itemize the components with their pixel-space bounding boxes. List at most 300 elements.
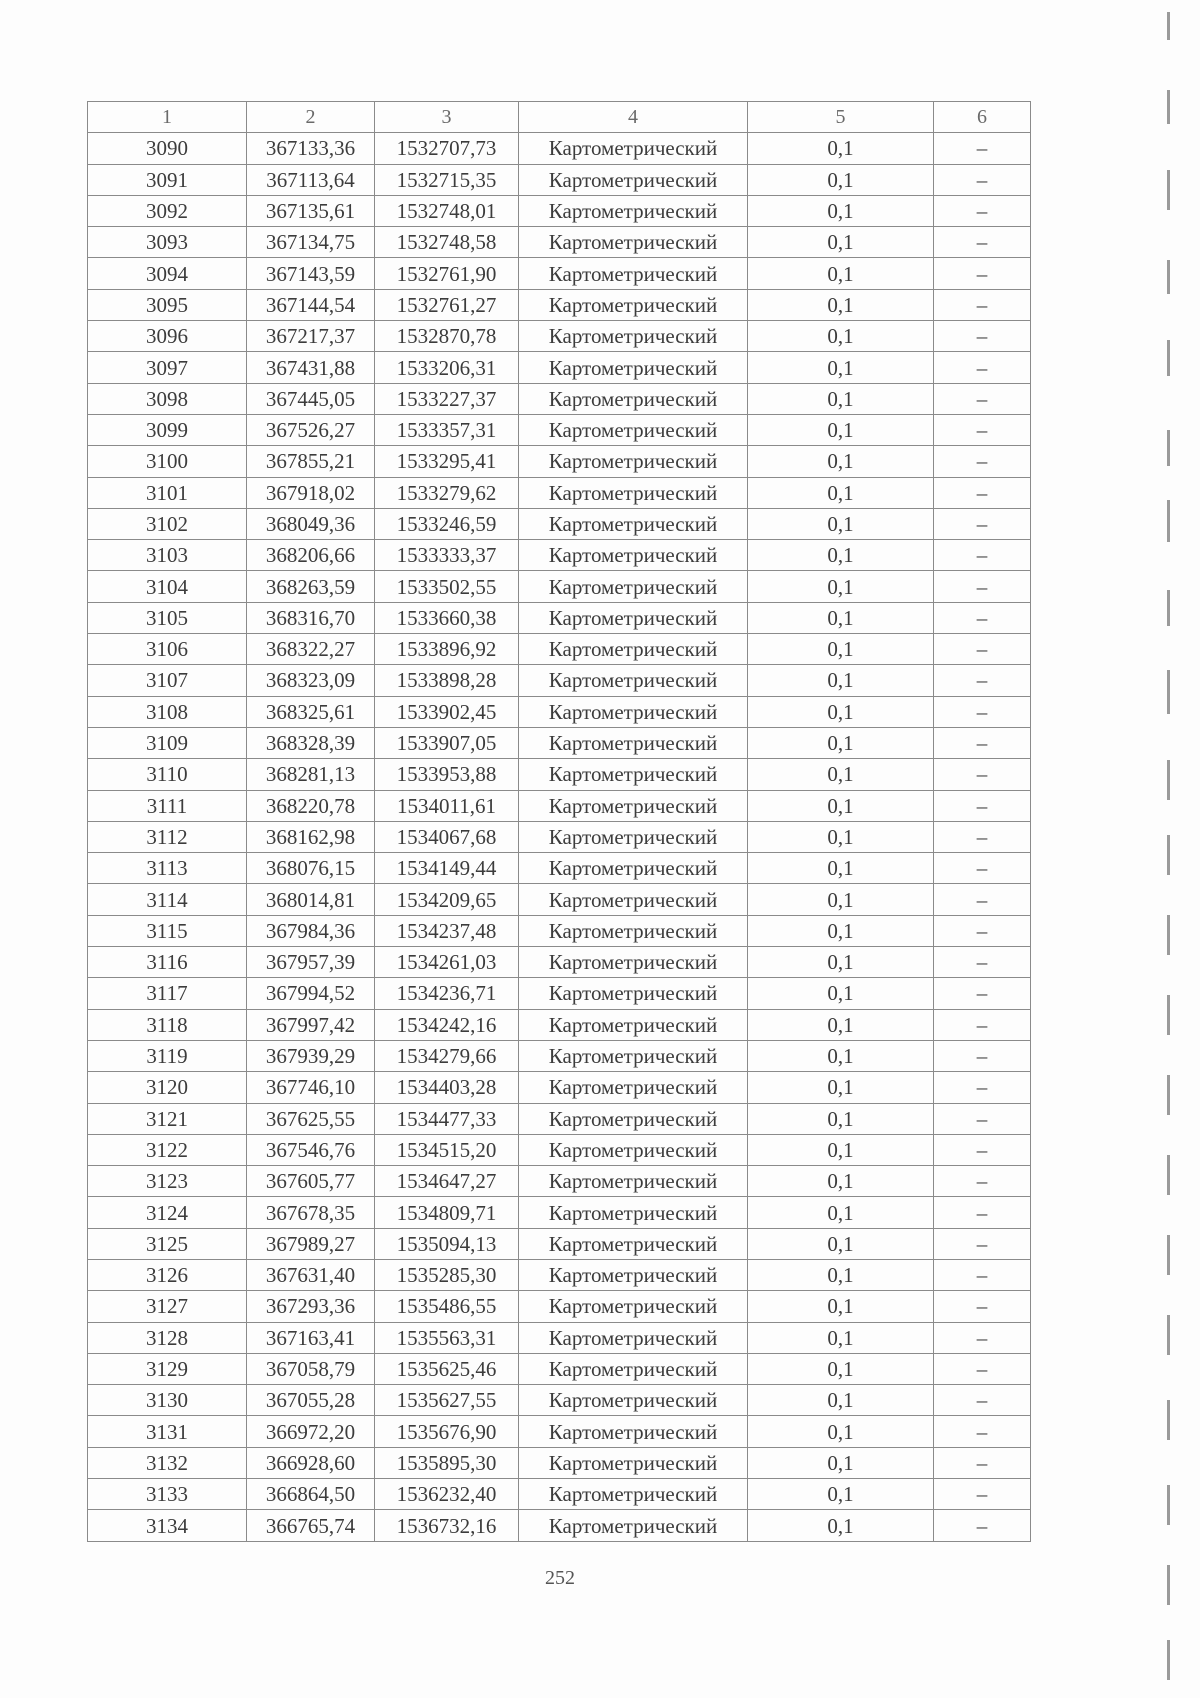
table-cell: 1533246,59 — [375, 508, 519, 539]
table-cell: 368162,98 — [247, 821, 375, 852]
table-cell: 0,1 — [748, 383, 934, 414]
table-cell: – — [934, 1447, 1031, 1478]
table-cell: Картометрический — [519, 1291, 748, 1322]
table-cell: 367293,36 — [247, 1291, 375, 1322]
table-row — [88, 759, 1031, 790]
table-cell: 1533333,37 — [375, 540, 519, 571]
table-cell: 1532870,78 — [375, 321, 519, 352]
table-cell: – — [934, 915, 1031, 946]
table-cell: 3101 — [88, 477, 247, 508]
table-cell: Картометрический — [519, 1134, 748, 1165]
table-cell: – — [934, 383, 1031, 414]
table-row — [88, 1385, 1031, 1416]
table-row — [88, 1510, 1031, 1541]
table-cell: 3119 — [88, 1040, 247, 1071]
table-row — [88, 1447, 1031, 1478]
table-row — [88, 1291, 1031, 1322]
table-cell: Картометрический — [519, 1166, 748, 1197]
table-row — [88, 1103, 1031, 1134]
table-cell: 3126 — [88, 1259, 247, 1290]
table-cell: 1536732,16 — [375, 1510, 519, 1541]
table-cell: Картометрический — [519, 540, 748, 571]
scan-edge-mark — [1167, 260, 1170, 294]
table-cell: 0,1 — [748, 1385, 934, 1416]
table-cell: – — [934, 1291, 1031, 1322]
table-cell: 367994,52 — [247, 978, 375, 1009]
table-cell: 368049,36 — [247, 508, 375, 539]
table-cell: 367984,36 — [247, 915, 375, 946]
table-cell: 0,1 — [748, 1040, 934, 1071]
table-cell: 1535676,90 — [375, 1416, 519, 1447]
table-cell: – — [934, 1353, 1031, 1384]
table-cell: 368325,61 — [247, 696, 375, 727]
table-cell: 368220,78 — [247, 790, 375, 821]
table-cell: 0,1 — [748, 352, 934, 383]
table-cell: Картометрический — [519, 195, 748, 226]
table-cell: 367058,79 — [247, 1353, 375, 1384]
scan-edge-mark — [1167, 760, 1170, 800]
table-row — [88, 665, 1031, 696]
coordinates-table — [87, 101, 1031, 1542]
table-cell: 3091 — [88, 164, 247, 195]
table-cell: 3100 — [88, 446, 247, 477]
table-cell: 0,1 — [748, 1134, 934, 1165]
table-cell: 1533357,31 — [375, 414, 519, 445]
table-cell: 1533660,38 — [375, 602, 519, 633]
table-cell: 3128 — [88, 1322, 247, 1353]
table-cell: 0,1 — [748, 446, 934, 477]
table-cell: 367143,59 — [247, 258, 375, 289]
table-row — [88, 383, 1031, 414]
table-cell: 1535094,13 — [375, 1228, 519, 1259]
table-cell: Картометрический — [519, 1510, 748, 1541]
table-cell: – — [934, 1103, 1031, 1134]
table-cell: 3125 — [88, 1228, 247, 1259]
table-cell: – — [934, 1322, 1031, 1353]
table-cell: 1535895,30 — [375, 1447, 519, 1478]
table-cell: – — [934, 1166, 1031, 1197]
table-cell: 367957,39 — [247, 947, 375, 978]
table-cell: 1533279,62 — [375, 477, 519, 508]
table-cell: – — [934, 821, 1031, 852]
table-cell: 0,1 — [748, 634, 934, 665]
table-cell: 0,1 — [748, 227, 934, 258]
table-cell: 3094 — [88, 258, 247, 289]
table-cell: – — [934, 1134, 1031, 1165]
table-cell: 367918,02 — [247, 477, 375, 508]
table-cell: 0,1 — [748, 1510, 934, 1541]
table-cell: – — [934, 1197, 1031, 1228]
table-cell: – — [934, 759, 1031, 790]
table-cell: 367134,75 — [247, 227, 375, 258]
table-cell: – — [934, 1040, 1031, 1071]
scan-edge-mark — [1167, 590, 1170, 626]
table-row — [88, 1353, 1031, 1384]
table-cell: 3121 — [88, 1103, 247, 1134]
table-cell: 367113,64 — [247, 164, 375, 195]
table-cell: 367135,61 — [247, 195, 375, 226]
table-cell: 1532715,35 — [375, 164, 519, 195]
table-cell: – — [934, 1510, 1031, 1541]
table-cell: 1533502,55 — [375, 571, 519, 602]
table-cell: – — [934, 227, 1031, 258]
table-cell: 0,1 — [748, 1353, 934, 1384]
table-cell: 368323,09 — [247, 665, 375, 696]
table-cell: 367526,27 — [247, 414, 375, 445]
table-cell: Картометрический — [519, 1479, 748, 1510]
table-cell: 3131 — [88, 1416, 247, 1447]
table-cell: 1535486,55 — [375, 1291, 519, 1322]
table-cell: 0,1 — [748, 1072, 934, 1103]
table-cell: Картометрический — [519, 227, 748, 258]
table-cell: 1533898,28 — [375, 665, 519, 696]
table-row — [88, 571, 1031, 602]
table-cell: Картометрический — [519, 1228, 748, 1259]
table-cell: 1534403,28 — [375, 1072, 519, 1103]
table-cell: 0,1 — [748, 1416, 934, 1447]
table-cell: – — [934, 477, 1031, 508]
table-header-row — [88, 102, 1031, 133]
table-cell: Картометрический — [519, 884, 748, 915]
table-row — [88, 1009, 1031, 1040]
table-cell: 367997,42 — [247, 1009, 375, 1040]
table-cell: Картометрический — [519, 1103, 748, 1134]
table-cell: 3105 — [88, 602, 247, 633]
table-cell: Картометрический — [519, 258, 748, 289]
table-row — [88, 1322, 1031, 1353]
table-cell: – — [934, 947, 1031, 978]
table-cell: – — [934, 1009, 1031, 1040]
table-cell: – — [934, 696, 1031, 727]
table-cell: 3104 — [88, 571, 247, 602]
table-cell: 0,1 — [748, 1197, 934, 1228]
table-cell: 3129 — [88, 1353, 247, 1384]
table-cell: 1534261,03 — [375, 947, 519, 978]
scan-edge-mark — [1167, 500, 1170, 542]
table-cell: – — [934, 508, 1031, 539]
table-cell: 1534242,16 — [375, 1009, 519, 1040]
table-cell: 0,1 — [748, 727, 934, 758]
table-row — [88, 634, 1031, 665]
table-cell: 3118 — [88, 1009, 247, 1040]
table-cell: Картометрический — [519, 571, 748, 602]
table-row — [88, 602, 1031, 633]
table-cell: – — [934, 1479, 1031, 1510]
table-cell: – — [934, 133, 1031, 164]
table-row — [88, 1416, 1031, 1447]
table-cell: 0,1 — [748, 665, 934, 696]
table-cell: 0,1 — [748, 602, 934, 633]
table-cell: – — [934, 1228, 1031, 1259]
table-cell: 0,1 — [748, 1228, 934, 1259]
table-cell: 3110 — [88, 759, 247, 790]
table-cell: Картометрический — [519, 289, 748, 320]
table-row — [88, 321, 1031, 352]
table-cell: 1534067,68 — [375, 821, 519, 852]
table-cell: 3112 — [88, 821, 247, 852]
table-cell: 3120 — [88, 1072, 247, 1103]
table-cell: – — [934, 790, 1031, 821]
table-cell: 3098 — [88, 383, 247, 414]
table-cell: 3123 — [88, 1166, 247, 1197]
table-cell: 367989,27 — [247, 1228, 375, 1259]
table-body — [88, 133, 1031, 1541]
table-cell: 367133,36 — [247, 133, 375, 164]
table-cell: Картометрический — [519, 1416, 748, 1447]
table-row — [88, 1072, 1031, 1103]
table-row — [88, 258, 1031, 289]
table-cell: 367055,28 — [247, 1385, 375, 1416]
table-cell: 367217,37 — [247, 321, 375, 352]
table-cell: Картометрический — [519, 665, 748, 696]
table-cell: 0,1 — [748, 696, 934, 727]
table-cell: Картометрический — [519, 727, 748, 758]
table-cell: 1534236,71 — [375, 978, 519, 1009]
table-cell: 1533896,92 — [375, 634, 519, 665]
table-cell: – — [934, 1416, 1031, 1447]
table-cell: 3132 — [88, 1447, 247, 1478]
table-cell: Картометрический — [519, 1040, 748, 1071]
table-cell: 0,1 — [748, 1322, 934, 1353]
table-cell: 0,1 — [748, 884, 934, 915]
table-cell: 367605,77 — [247, 1166, 375, 1197]
table-cell: 3117 — [88, 978, 247, 1009]
scan-edge-mark — [1167, 12, 1170, 40]
table-cell: 1532748,58 — [375, 227, 519, 258]
table-cell: Картометрический — [519, 790, 748, 821]
table-cell: 0,1 — [748, 790, 934, 821]
scan-edge-mark — [1167, 915, 1170, 955]
table-cell: – — [934, 414, 1031, 445]
table-cell: 0,1 — [748, 258, 934, 289]
table-row — [88, 477, 1031, 508]
table-cell: 3103 — [88, 540, 247, 571]
table-cell: Картометрический — [519, 133, 748, 164]
table-cell: 367163,41 — [247, 1322, 375, 1353]
table-cell: – — [934, 665, 1031, 696]
table-cell: Картометрический — [519, 1385, 748, 1416]
table-cell: 368206,66 — [247, 540, 375, 571]
table-row — [88, 289, 1031, 320]
scan-edge-mark — [1167, 430, 1170, 466]
table-cell: 0,1 — [748, 321, 934, 352]
scan-edge-mark — [1167, 1235, 1170, 1275]
table-cell: – — [934, 602, 1031, 633]
table-cell: 3092 — [88, 195, 247, 226]
scan-edge-mark — [1167, 1400, 1170, 1440]
table-cell: Картометрический — [519, 446, 748, 477]
table-cell: 3097 — [88, 352, 247, 383]
table-cell: Картометрический — [519, 634, 748, 665]
table-row — [88, 1134, 1031, 1165]
table-cell: 3095 — [88, 289, 247, 320]
table-cell: Картометрический — [519, 321, 748, 352]
table-cell: – — [934, 1385, 1031, 1416]
scan-edge-mark — [1167, 1640, 1170, 1680]
table-cell: 1535563,31 — [375, 1322, 519, 1353]
table-cell: 1536232,40 — [375, 1479, 519, 1510]
table-cell: 3107 — [88, 665, 247, 696]
table-cell: Картометрический — [519, 1259, 748, 1290]
table-cell: 1534011,61 — [375, 790, 519, 821]
table-cell: Картометрический — [519, 477, 748, 508]
table-row — [88, 164, 1031, 195]
table-cell: 0,1 — [748, 540, 934, 571]
table-cell: 0,1 — [748, 1291, 934, 1322]
table-cell: 0,1 — [748, 164, 934, 195]
table-cell: 0,1 — [748, 571, 934, 602]
table-cell: – — [934, 164, 1031, 195]
table-cell: – — [934, 571, 1031, 602]
table-cell: 367939,29 — [247, 1040, 375, 1071]
table-cell: – — [934, 195, 1031, 226]
table-cell: 3114 — [88, 884, 247, 915]
table-cell: 0,1 — [748, 978, 934, 1009]
table-row — [88, 696, 1031, 727]
table-row — [88, 978, 1031, 1009]
table-cell: – — [934, 258, 1031, 289]
table-row — [88, 1040, 1031, 1071]
scan-edge-mark — [1167, 1315, 1170, 1355]
table-cell: 3106 — [88, 634, 247, 665]
table-cell: 1534515,20 — [375, 1134, 519, 1165]
table-row — [88, 540, 1031, 571]
column-header: 4 — [519, 102, 748, 133]
table-cell: 0,1 — [748, 1447, 934, 1478]
table-cell: 368076,15 — [247, 853, 375, 884]
table-cell: 3134 — [88, 1510, 247, 1541]
table-row — [88, 915, 1031, 946]
table-cell: – — [934, 446, 1031, 477]
table-cell: 3108 — [88, 696, 247, 727]
table-cell: 367746,10 — [247, 1072, 375, 1103]
table-cell: 1533907,05 — [375, 727, 519, 758]
table-cell: 0,1 — [748, 508, 934, 539]
table-row — [88, 133, 1031, 164]
table-cell: 368263,59 — [247, 571, 375, 602]
table-cell: Картометрический — [519, 915, 748, 946]
table-cell: Картометрический — [519, 947, 748, 978]
table-cell: 3115 — [88, 915, 247, 946]
table-cell: 366972,20 — [247, 1416, 375, 1447]
table-cell: – — [934, 884, 1031, 915]
table-cell: – — [934, 1259, 1031, 1290]
table-cell: 3109 — [88, 727, 247, 758]
column-header: 5 — [748, 102, 934, 133]
table-cell: 0,1 — [748, 1103, 934, 1134]
table-cell: 1535285,30 — [375, 1259, 519, 1290]
table-row — [88, 508, 1031, 539]
column-header: 6 — [934, 102, 1031, 133]
table-cell: 366928,60 — [247, 1447, 375, 1478]
table-cell: Картометрический — [519, 978, 748, 1009]
table-cell: 1535625,46 — [375, 1353, 519, 1384]
table-row — [88, 853, 1031, 884]
table-cell: 0,1 — [748, 947, 934, 978]
scan-edge-mark — [1167, 1075, 1170, 1115]
table-row — [88, 1259, 1031, 1290]
table-cell: Картометрический — [519, 1353, 748, 1384]
table-row — [88, 727, 1031, 758]
table-row — [88, 947, 1031, 978]
table-cell: 0,1 — [748, 1009, 934, 1040]
table-cell: 0,1 — [748, 1259, 934, 1290]
table-row — [88, 1166, 1031, 1197]
table-cell: 1532748,01 — [375, 195, 519, 226]
table-cell: 3122 — [88, 1134, 247, 1165]
scan-edge-mark — [1167, 995, 1170, 1035]
table-cell: – — [934, 853, 1031, 884]
table-cell: 366765,74 — [247, 1510, 375, 1541]
page-number: 252 — [545, 1567, 575, 1589]
table-cell: Картометрический — [519, 383, 748, 414]
table-cell: 3102 — [88, 508, 247, 539]
table-cell: Картометрический — [519, 352, 748, 383]
table-cell: – — [934, 352, 1031, 383]
table-cell: 368014,81 — [247, 884, 375, 915]
table-cell: 3096 — [88, 321, 247, 352]
table-cell: 1534149,44 — [375, 853, 519, 884]
table-cell: – — [934, 540, 1031, 571]
scan-edge-mark — [1167, 670, 1170, 714]
column-header: 2 — [247, 102, 375, 133]
table-row — [88, 790, 1031, 821]
table-cell: 0,1 — [748, 195, 934, 226]
table-cell: 1534279,66 — [375, 1040, 519, 1071]
table-cell: 3133 — [88, 1479, 247, 1510]
table-cell: 366864,50 — [247, 1479, 375, 1510]
table-cell: 0,1 — [748, 915, 934, 946]
table-cell: 367445,05 — [247, 383, 375, 414]
table-row — [88, 227, 1031, 258]
table-row — [88, 446, 1031, 477]
table-cell: 0,1 — [748, 414, 934, 445]
table-cell: 0,1 — [748, 1479, 934, 1510]
table-cell: – — [934, 978, 1031, 1009]
table-cell: 0,1 — [748, 853, 934, 884]
table-cell: 1533295,41 — [375, 446, 519, 477]
table-cell: 367855,21 — [247, 446, 375, 477]
table-row — [88, 195, 1031, 226]
table-cell: 3116 — [88, 947, 247, 978]
table-cell: – — [934, 321, 1031, 352]
table-cell: 1532761,27 — [375, 289, 519, 320]
table-cell: 0,1 — [748, 1166, 934, 1197]
table-cell: 368328,39 — [247, 727, 375, 758]
table-cell: 3113 — [88, 853, 247, 884]
scan-edge-mark — [1167, 340, 1170, 376]
table-cell: 3099 — [88, 414, 247, 445]
table-cell: – — [934, 1072, 1031, 1103]
table-cell: Картометрический — [519, 1447, 748, 1478]
table-cell: 0,1 — [748, 821, 934, 852]
table-cell: Картометрический — [519, 1322, 748, 1353]
table-row — [88, 352, 1031, 383]
table-cell: 367678,35 — [247, 1197, 375, 1228]
table-cell: – — [934, 727, 1031, 758]
table-cell: 0,1 — [748, 289, 934, 320]
table-row — [88, 884, 1031, 915]
table-cell: 1535627,55 — [375, 1385, 519, 1416]
scan-edge-mark — [1167, 170, 1170, 210]
table-cell: Картометрический — [519, 759, 748, 790]
table-cell: 1533206,31 — [375, 352, 519, 383]
table-row — [88, 1197, 1031, 1228]
table-cell: 0,1 — [748, 759, 934, 790]
table-cell: 367546,76 — [247, 1134, 375, 1165]
column-header: 3 — [375, 102, 519, 133]
table-row — [88, 1479, 1031, 1510]
